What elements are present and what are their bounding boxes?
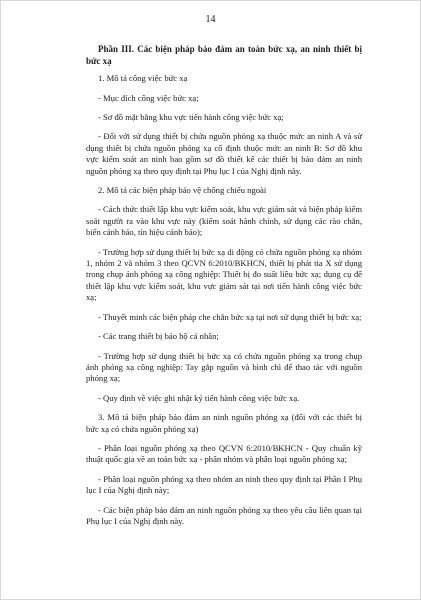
paragraph: - Quy định về việc ghi nhật ký tiến hành công việc bức xạ. [98,392,300,403]
paragraph: - Mục đích công việc bức xạ; [98,92,199,103]
paragraph: 1. Mô tả công việc bức xạ [98,73,188,84]
document-body [86,44,362,535]
paragraph: - Thuyết minh các biện pháp che chắn bức xạ tại nơi sử dụng thiết bị bức xạ; [98,311,362,322]
paragraph: - Phân loại nguồn phóng xạ theo nhóm an ninh theo quy định tại Phần I Phụ lục I của Nghị định này; [86,473,362,496]
paragraph: 3. Mô tả biện pháp bảo đảm an ninh nguồn phóng xạ (đối với các thiết bị bức xạ có chứa nguồn phóng xạ) [86,412,362,434]
page-number: 14 [205,14,216,25]
paragraph: - Các biện pháp bảo đảm an ninh nguồn phóng xạ theo yêu cầu liên quan tại Phụ lục I của Nghị định này. [86,504,362,526]
paragraph: - Đối với sử dụng thiết bị chứa nguồn phóng xạ thuộc mức an ninh A và sử dụng thiết bị chứa nguồn phóng xạ cố định thuộc mức an ninh B: Sơ đồ khu vực kiểm soát an ninh bao gồm sơ đồ thiết kế các thiết bị bảo đảm an ninh nguồn phóng xạ theo quy định tại Phụ lục I của Nghị định này. [86,131,362,176]
paragraph: - Phân loại nguồn phóng xạ theo QCVN 6:2010/BKHCN - Quy chuẩn kỹ thuật quốc gia về an toàn bức xạ - phân nhóm và phân loại nguồn phóng xạ; [86,442,362,465]
section-heading: Phần III. Các biện pháp bảo đảm an toàn bức xạ, an ninh thiết bị bức xạ [86,44,362,66]
paragraph: - Trường hợp sử dụng thiết bị bức xạ di động có chứa nguồn phóng xạ nhóm 1, nhóm 2 và nhóm 3 theo QCVN 6:2010/BKHCN, thiết bị phát tia X sử dụng trong chụp ảnh phóng xạ công nghiệp: Thiết bị đo suất liều bức xạ; dụng cụ để thiết lập khu vực kiểm soát, khu vực giám sát tại nơi tiến hành công việc bức xạ; [86,246,362,303]
paragraph: - Cách thức thiết lập khu vực kiểm soát, khu vực giám sát và biện pháp kiểm soát người ra vào khu vực này (kiểm soát hành chính, sử dụng các rào chắn, biển cảnh báo, tín hiệu cảnh báo); [86,204,362,238]
paragraph: - Các trang thiết bị bảo hộ cá nhân; [98,331,219,342]
paragraph: - Trường hợp sử dụng thiết bị bức xạ có chứa nguồn phóng xạ trong chụp ảnh phóng xạ công nghiệp: Tay gắp nguồn và bình chì để thao tác với nguồn phóng xạ; [86,350,362,384]
paragraph: 2. Mô tả các biện pháp bảo vệ chống chiếu ngoài [98,185,267,196]
paragraph: - Sơ đồ mặt bằng khu vực tiến hành công việc bức xạ; [98,112,284,122]
